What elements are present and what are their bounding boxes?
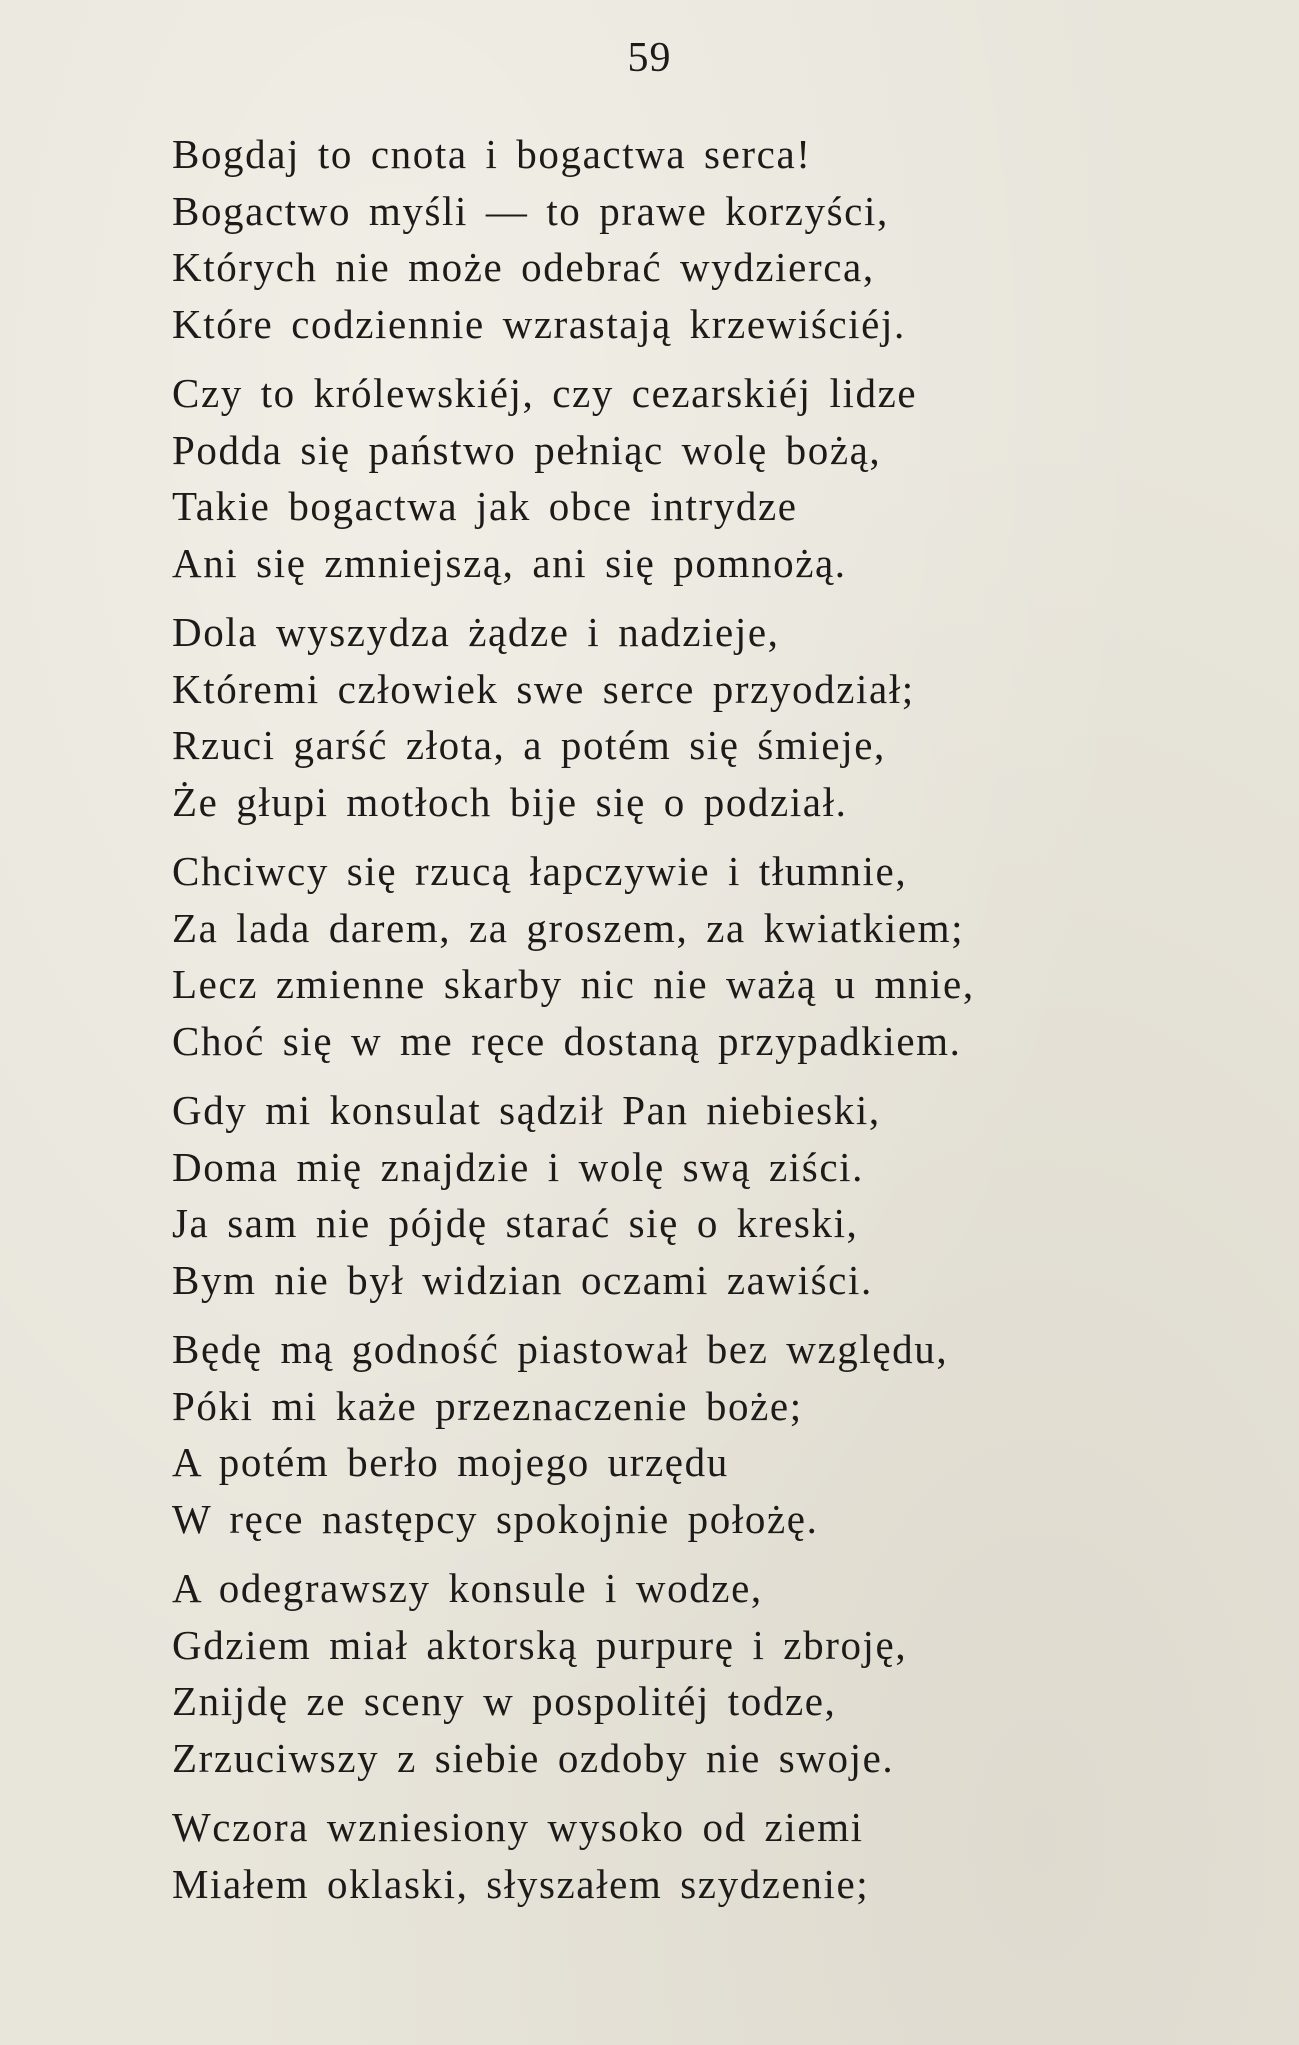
poem-line: W ręce następcy spokojnie położę. — [172, 1495, 819, 1542]
poem-line: Miałem oklaski, słyszałem szydzenie; — [172, 1860, 870, 1907]
poem-line: Gdziem miał aktorską purpurę i zbroję, — [172, 1621, 908, 1668]
poem-line: Doma mię znajdzie i wolę swą ziści. — [172, 1143, 864, 1190]
poem-line: Wczora wzniesiony wysoko od ziemi — [172, 1804, 864, 1850]
poem-text — [172, 126, 1172, 1925]
poem-line: Które codziennie wzrastają krzewiściéj. — [172, 300, 906, 347]
poem-line: Takie bogactwa jak obce intrydze — [172, 483, 798, 529]
poem-line: Lecz zmienne skarby nic nie ważą u mnie, — [172, 961, 975, 1007]
poem-line: Gdy mi konsulat sądził Pan niebieski, — [172, 1087, 881, 1133]
stanza — [172, 365, 1172, 591]
stanza — [172, 1560, 1172, 1786]
poem-line: Ani się zmniejszą, ani się pomnożą. — [172, 539, 847, 586]
page-number: 59 — [627, 35, 672, 81]
poem-line: Dola wyszydza żądze i nadzieje, — [172, 609, 780, 655]
stanza — [172, 843, 1172, 1069]
stanza — [172, 126, 1172, 352]
poem-line: Choć się w me ręce dostaną przypadkiem. — [172, 1017, 962, 1064]
poem-line: Póki mi każe przeznaczenie boże; — [172, 1382, 803, 1429]
poem-line: Że głupi motłoch bije się o podział. — [172, 778, 848, 825]
poem-line: Chciwcy się rzucą łapczywie i tłumnie, — [172, 848, 908, 894]
poem-line: Bym nie był widzian oczami zawiści. — [172, 1256, 873, 1303]
poem-line: A potém berło mojego urzędu — [172, 1439, 729, 1485]
poem-line: Będę mą godność piastował bez względu, — [172, 1326, 949, 1372]
poem-line: Za lada darem, za groszem, za kwiatkiem; — [172, 904, 965, 951]
stanza — [172, 1321, 1172, 1547]
poem-line: Których nie może odebrać wydzierca, — [172, 244, 875, 290]
poem-line: Rzuci garść złota, a potém się śmieje, — [172, 722, 886, 768]
poem-line: Znijdę ze sceny w pospolitéj todze, — [172, 1678, 837, 1724]
poem-line: Bogdaj to cnota i bogactwa serca! — [172, 131, 812, 177]
stanza — [172, 604, 1172, 830]
poem-line: Czy to królewskiéj, czy cezarskiéj lidze — [172, 370, 918, 416]
poem-line: Ja sam nie pójdę starać się o kreski, — [172, 1200, 859, 1246]
poem-line: Zrzuciwszy z siebie ozdoby nie swoje. — [172, 1734, 895, 1781]
poem-line: Bogactwo myśli — to prawe korzyści, — [172, 187, 889, 234]
poem-line: Podda się państwo pełniąc wolę bożą, — [172, 426, 882, 473]
poem-line: A odegrawszy konsule i wodze, — [172, 1565, 763, 1611]
stanza — [172, 1799, 1172, 1912]
stanza — [172, 1082, 1172, 1308]
poem-line: Któremi człowiek swe serce przyodział; — [172, 665, 915, 712]
